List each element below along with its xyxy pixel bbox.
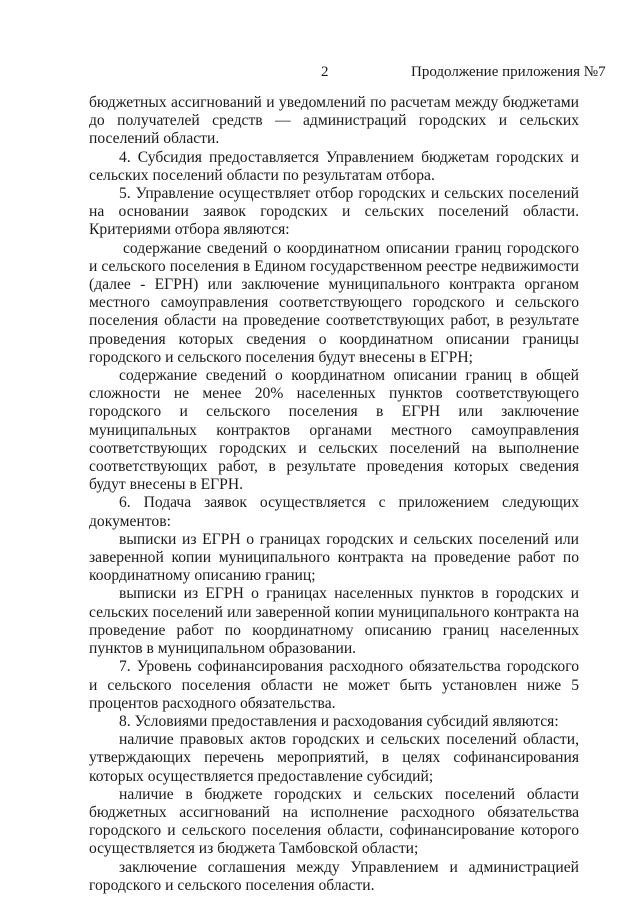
paragraph-condition-budget: наличие в бюджете городских и сельских поселений области бюджетных ассигнований на исполнение расходного обязательства городского и сельского поселения области, софинансирование которого осуществляется из бюджета Тамбовской области; [89, 785, 579, 858]
paragraph-criterion-settlements: содержание сведений о координатном описании границ в общей сложности не менее 20% населенных пунктов соответствующего городского и сельского поселения в ЕГРН или заключение муниципальных контрактов органами местного самоуправления соответствующих городских и сельских поселений на выполнение соответствующих работ, в результате проведения которых сведения будут внесены в ЕГРН. [89, 367, 579, 494]
paragraph-condition-legal-acts: наличие правовых актов городских и сельских поселений области, утверждающих перечень мероприятий, в целях софинансирования которых осуществляется предоставление субсидий; [89, 731, 579, 785]
paragraph-item-5: 5. Управление осуществляет отбор городских и сельских поселений на основании заявок городских и сельских поселений области. Критериями отбора являются: [89, 185, 579, 239]
paragraph-item-8: 8. Условиями предоставления и расходования субсидий являются: [119, 712, 559, 730]
paragraph-criterion-boundaries: содержание сведений о координатном описании границ городского и сельского поселения в Едином государственном реестре недвижимости (далее - ЕГРН) или заключение муниципального контракта органом местного самоуправления соответствующего городского и сельского поселения области на проведение соответствующих работ, в результате проведения которых сведения о координатном описании границы городского и сельского поселения будут внесены в ЕГРН; [89, 239, 579, 366]
document-body [89, 94, 579, 895]
paragraph-budget-allocations: бюджетных ассигнований и уведомлений по расчетам между бюджетами до получателей средств — администраций городских и сельских поселений области. [89, 94, 579, 148]
page-number: 2 [321, 64, 329, 80]
paragraph-item-4: 4. Субсидия предоставляется Управлением бюджетам городских и сельских поселений области по результатам отбора. [89, 148, 579, 184]
paragraph-condition-agreement: заключение соглашения между Управлением и администрацией городского и сельского поселения области. [89, 858, 579, 894]
paragraph-item-6: 6. Подача заявок осуществляется с приложением следующих документов: [89, 494, 579, 530]
paragraph-doc-settlement-boundaries: выписки из ЕГРН о границах городских и сельских поселений или заверенной копии муниципального контракта на проведение работ по координатному описанию границ; [89, 530, 579, 585]
paragraph-doc-locality-boundaries: выписки из ЕГРН о границах населенных пунктов в городских и сельских поселений или заверенной копии муниципального контракта на проведение работ по координатному описанию границ населенных пунктов в муниципальном образовании. [89, 585, 579, 658]
paragraph-item-7: 7. Уровень софинансирования расходного обязательства городского и сельского поселения области не может быть установлен ниже 5 процентов расходного обязательства. [89, 658, 579, 712]
appendix-continuation-label: Продолжение приложения №7 [411, 64, 606, 80]
